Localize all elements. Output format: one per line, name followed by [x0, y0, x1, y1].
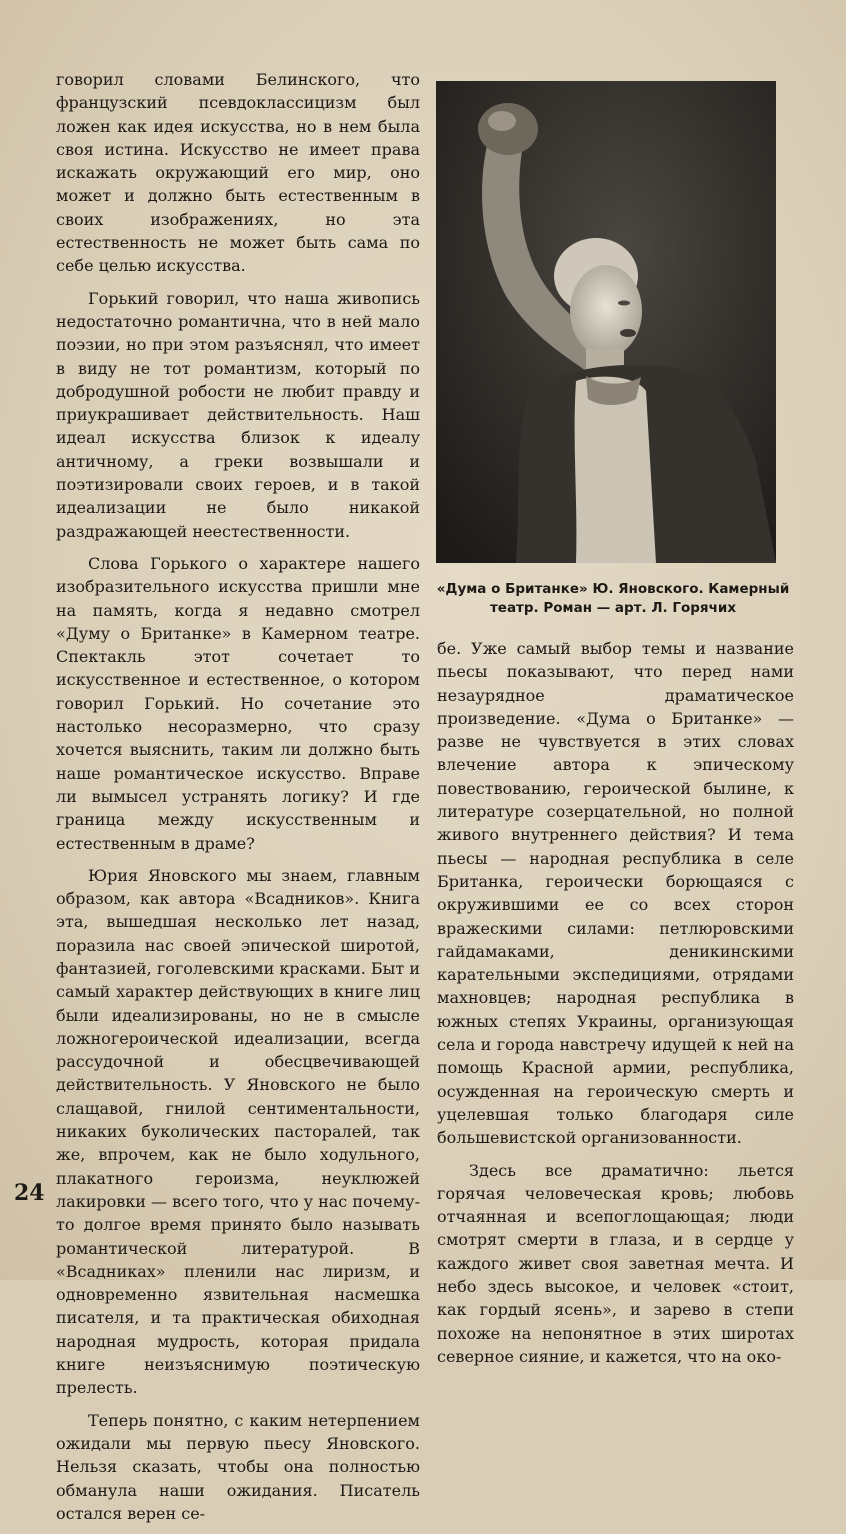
paragraph: говорил словами Белинского, что французский псевдоклассицизм был ложен как идея искусства, но в нем была своя истина. Искусство не имеет права искажать окружающий его мир, оно может и должно быть естественным в своих изображениях, но эта естественность не может быть сама по себе целью искусства.	[56, 70, 420, 276]
photo-caption	[430, 580, 796, 618]
paragraph: Слова Горького о характере нашего изобразительного искусства пришли мне на память, когда я недавно смотрел «Думу о Британке» в Камерном театре. Спектакль этот сочетает то искусственное и естественное, о котором говорил Горький. Но сочетание это настолько несоразмерно, что сразу хочется выяснить, таким ли должно быть наше романтическое искусство. Вправе ли вымысел устранять логику? И где граница между искусственным и естественным в драме?	[56, 553, 420, 853]
right-text-column	[437, 637, 794, 1377]
page-number: 24	[14, 1180, 45, 1206]
paragraph: Юрия Яновского мы знаем, главным образом, как автора «Всадников». Книга эта, вышедшая несколько лет назад, поразила нас своей эпической широтой, фантазией, гоголевскими красками. Быт и самый характер действующих в книге лиц были идеализированы, но не в смысле ложногероической идеализации, всегда рассудочной и обесцвечивающей действительность. У Яновского не было слащавой, гнилой сентиментальности, никаких буколических пасторалей, так же, впрочем, как не было ходульного, плакатного героизма, неуклюжей лакировки — всего того, что у нас почему-то долгое время принято было называть романтической литературой. В «Всадниках» пленили нас лиризм, и одновременно язвительная насмешка писателя, и та практическая обиходная народная мудрость, которая придала книге неизъяснимую поэтическую прелесть.	[56, 865, 420, 1398]
actor-photo	[436, 81, 776, 563]
paragraph: Здесь все драматично: льется горячая человеческая кровь; любовь отчаянная и всепоглощающая; люди смотрят смерти в глаза, и в сердце у каждого живет своя заветная мечта. И небо здесь высокое, и человек «стоит, как гордый ясень», и зарево в степи похоже на непонятное в этих широтах северное сияние, и кажется, что на око-	[437, 1160, 794, 1366]
photo-image	[436, 81, 776, 563]
paragraph: Теперь понятно, с каким нетерпением ожидали мы первую пьесу Яновского. Нельзя сказать, чтобы она полностью обманула наши ожидания. Писатель остался верен се-	[56, 1410, 420, 1523]
left-text-column	[56, 68, 420, 1534]
caption-line: «Дума о Британке» Ю. Яновского. Камерный	[436, 581, 790, 597]
caption-line: театр. Роман — арт. Л. Горячих	[489, 600, 737, 616]
paragraph: бе. Уже самый выбор темы и название пьесы показывают, что перед нами незаурядное драматическое произведение. «Дума о Британке» — разве не чувствуется в этих словах влечение автора к эпическому повествованию, героической былине, к литературе созерцательной, но полной живого внутреннего действия? И тема пьесы — народная республика в селе Британка, героически борющаяся с окружившими ее со всех сторон вражескими силами: петлюровскими гайдамаками, деникинскими карательными экспедициями, отрядами махновцев; народная республика в южных степях Украины, организующая села и города навстречу идущей к ней на помощь Красной армии, республика, осужденная на героическую смерть и уцелевшая только благодаря силе большевистской организованности.	[437, 639, 794, 1148]
paragraph: Горький говорил, что наша живопись недостаточно романтична, что в ней мало поэзии, но при этом разъяснял, что имеет в виду не тот романтизм, который по добродушной робости не любит правду и приукрашивает действительность. Наш идеал искусства близок к идеалу античному, а греки возвышали и поэтизировали своих героев, и в такой идеализации не было никакой раздражающей неестественности.	[56, 288, 420, 541]
